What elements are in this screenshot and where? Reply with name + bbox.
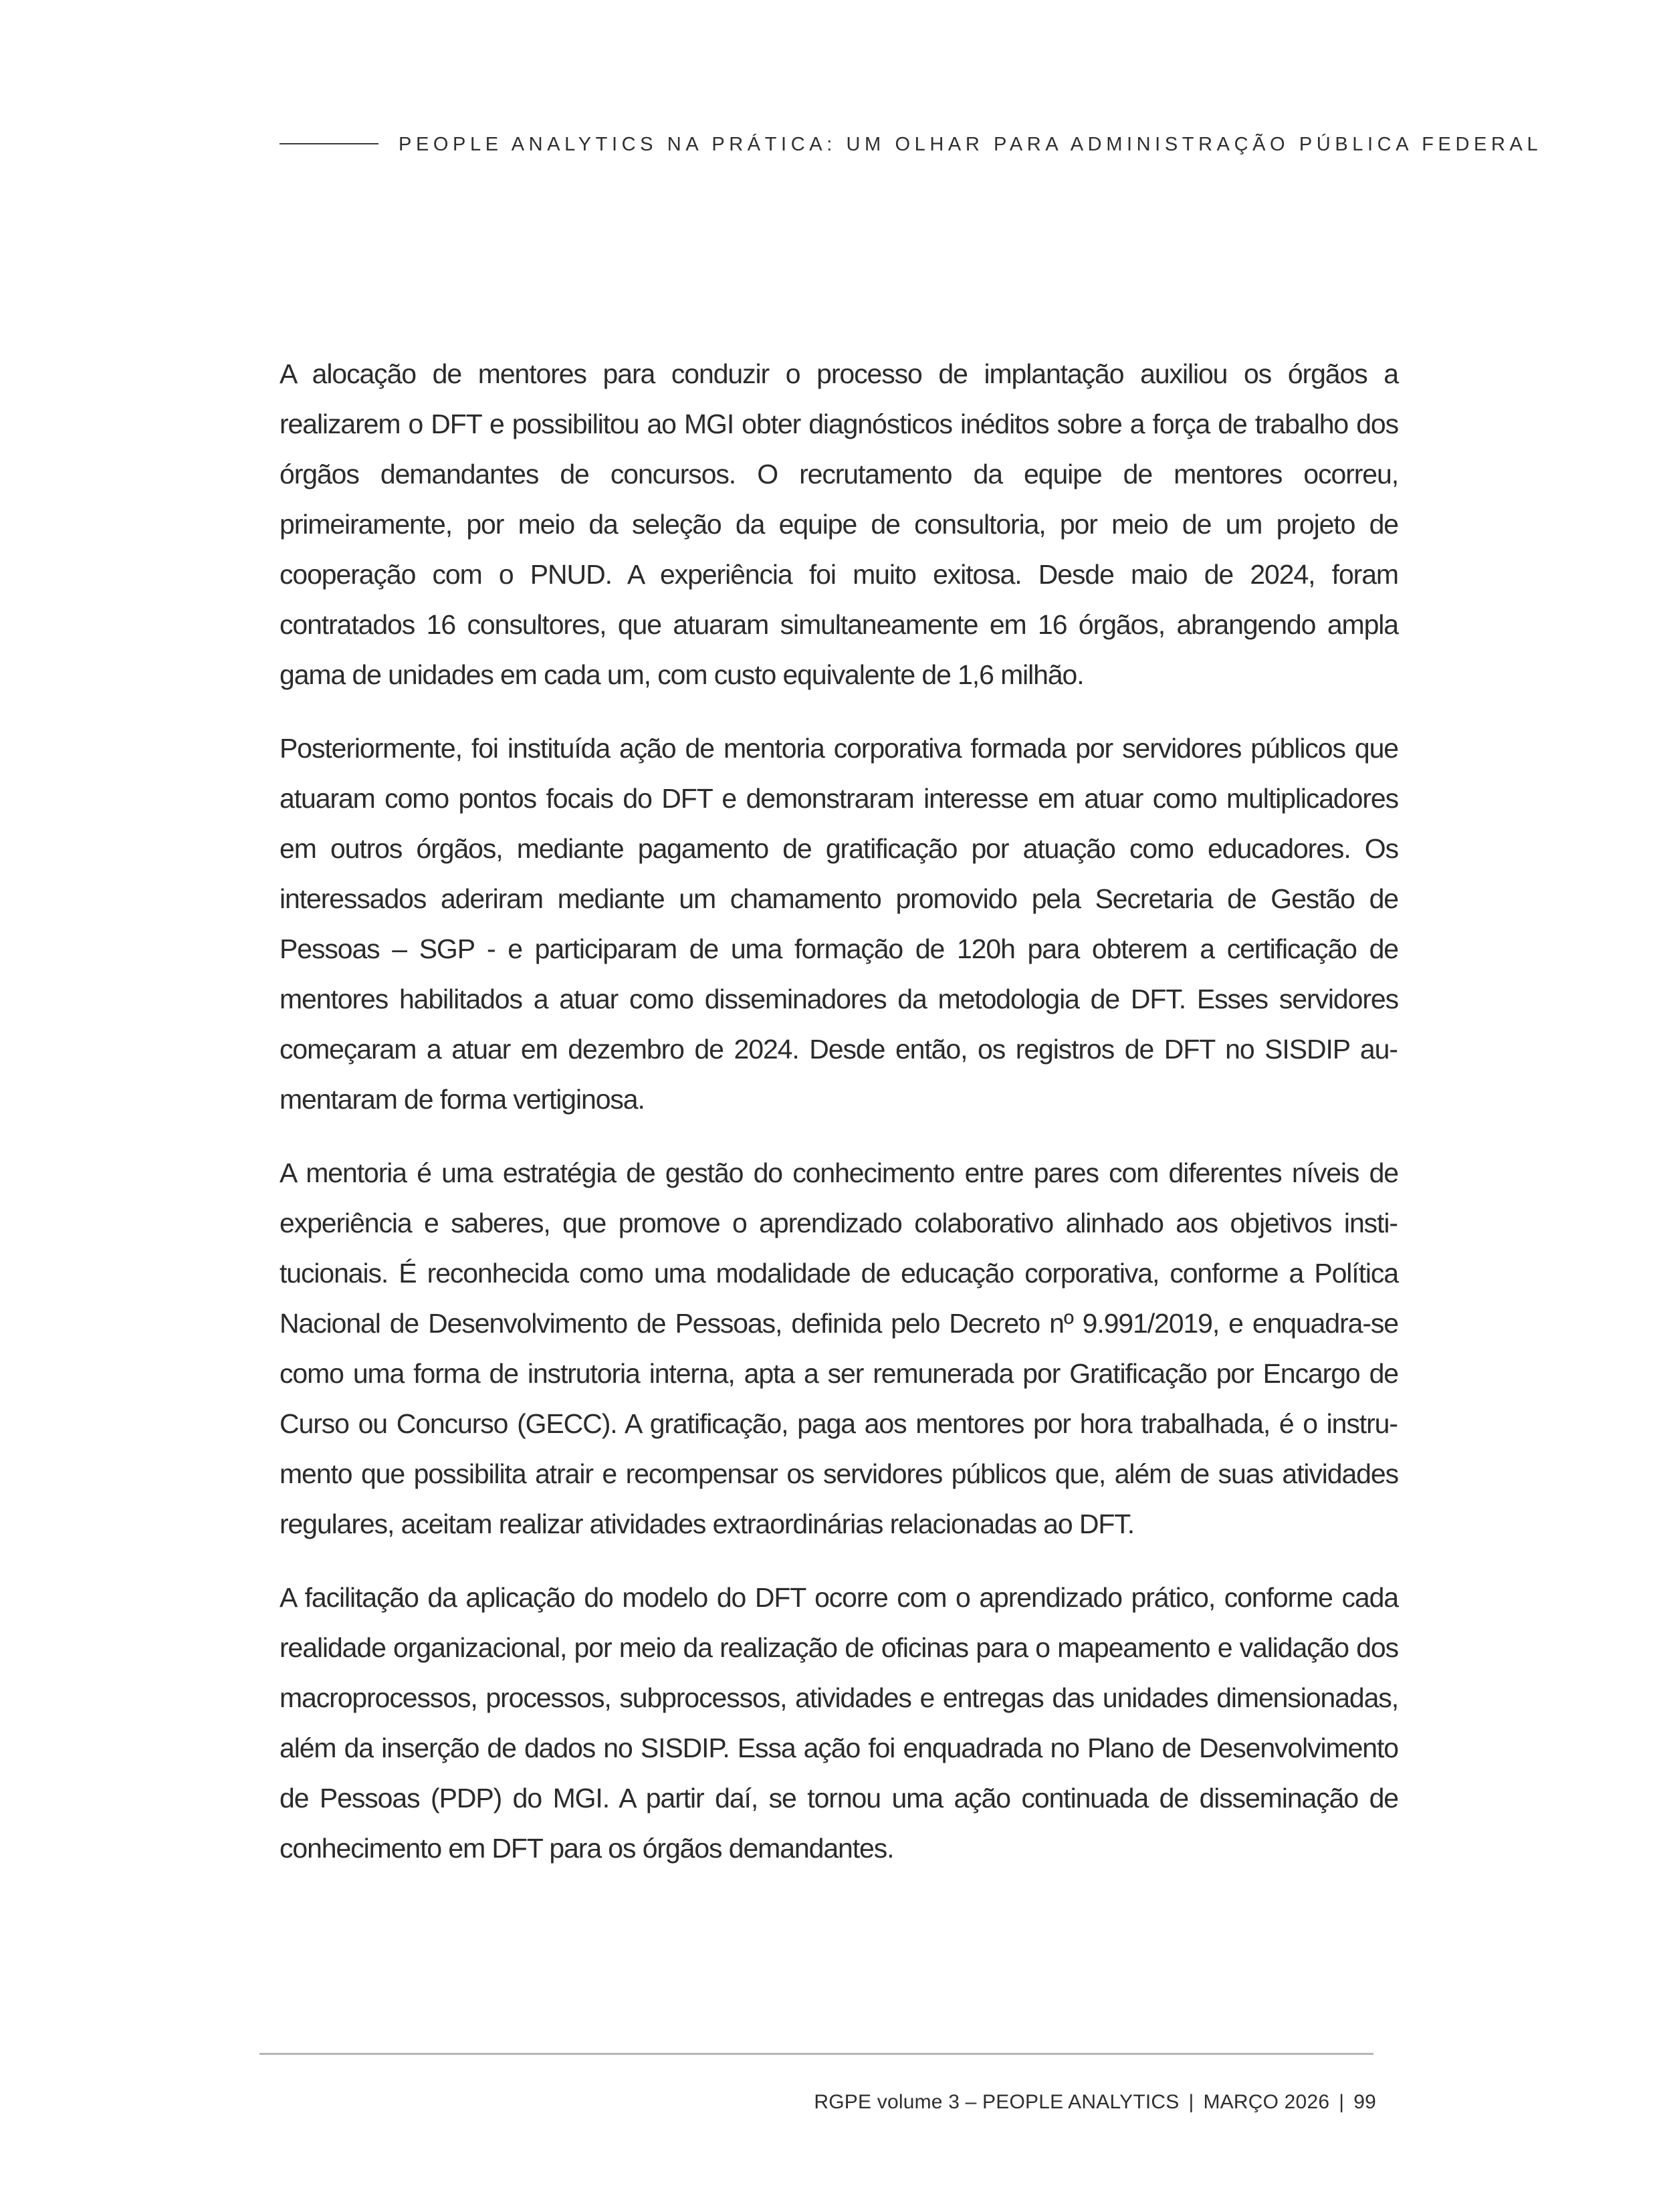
page-number: 99 — [1353, 2091, 1376, 2113]
footer-publication: RGPE volume 3 – PEOPLE ANALYTICS — [814, 2091, 1180, 2113]
body-text — [280, 349, 1398, 1897]
running-header — [280, 131, 1543, 158]
paragraph: Posteriormente, foi instituída ação de mentoria corporativa formada por servidores públicos que atuaram como pontos focais do DFT e demonstraram interesse em atuar como multiplicadores em outros órgãos, mediante pagamento de gratificação por atuação como educadores. Os interessados aderiram mediante um chamamento promovido pela Secretaria de Gestão de Pessoas – SGP - e participaram de uma formação de 120h para obterem a certificação de mentores habilitados a atuar como disseminadores da metodologia de DFT. Esses servidores começaram a atuar em dezembro de 2024. Desde então, os registros de DFT no SISDIP aumentaram de forma vertiginosa. — [280, 733, 1398, 1115]
paragraph: A facilitação da aplicação do modelo do DFT ocorre com o aprendizado prático, conforme cada realidade organizacional, por meio da realização de oficinas para o mapeamento e validação dos macroprocessos, processos, subprocessos, atividades e entregas das unidades dimensionadas, além da inserção de dados no SISDIP. Essa ação foi enquadrada no Plano de Desenvolvimento de Pessoas (PDP) do MGI. A partir daí, se tornou uma ação continuada de disseminação de conhecimento em DFT para os órgãos demandantes. — [280, 1582, 1398, 1864]
footer-rule — [259, 2053, 1373, 2055]
page-footer — [814, 2089, 1376, 2116]
header-title: PEOPLE ANALYTICS NA PRÁTICA: UM OLHAR PARA ADMINISTRAÇÃO PÚBLICA FEDERAL — [399, 134, 1543, 155]
footer-separator: | — [1188, 2091, 1194, 2113]
paragraph: A mentoria é uma estratégia de gestão do conhecimento entre pares com diferentes níveis de experiência e saberes, que promove o aprendizado colaborativo alinhado aos objetivos institucionais. É reconhecida como uma modalidade de educação corporativa, conforme a Política Nacional de Desenvolvimento de Pessoas, definida pelo Decreto nº 9.991/2019, e enquadra-se como uma forma de instrutoria interna, apta a ser remunerada por Gratificação por Encargo de Curso ou Concurso (GECC). A gratificação, paga aos mentores por hora trabalhada, é o instrumento que possibilita atrair e recompensar os servidores públicos que, além de suas atividades regulares, aceitam realizar atividades extraordinárias relacionadas ao DFT. — [280, 1157, 1398, 1539]
footer-date: MARÇO 2026 — [1203, 2091, 1330, 2113]
footer-separator: | — [1339, 2091, 1345, 2113]
paragraph: A alocação de mentores para conduzir o processo de implantação auxiliou os órgãos a realizarem o DFT e possibilitou ao MGI obter diagnósticos inéditos sobre a força de trabalho dos órgãos demandantes de concursos. O recrutamento da equipe de mentores ocorreu, primeiramente, por meio da seleção da equipe de consultoria, por meio de um projeto de cooperação com o PNUD. A experiência foi muito exitosa. Desde maio de 2024, foram contratados 16 consultores, que atuaram simultaneamente em 16 órgãos, abrangendo ampla gama de unidades em cada um, com custo equivalente de 1,6 milhão. — [280, 358, 1398, 690]
header-rule — [280, 143, 378, 144]
